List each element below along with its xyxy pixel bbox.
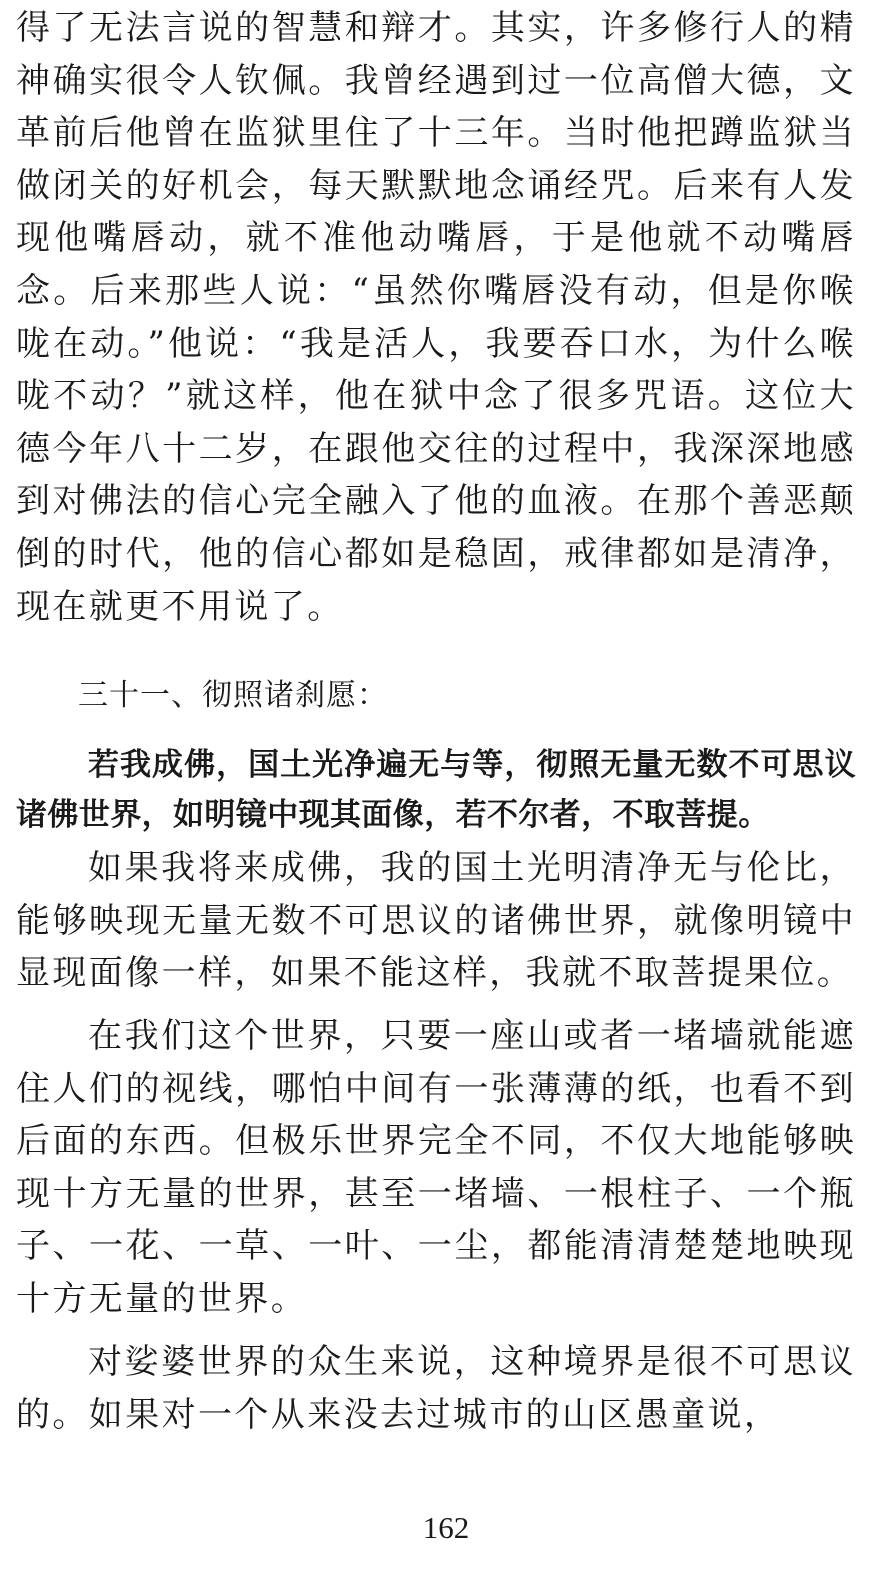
vow-text: 若我成佛，国土光净遍无与等，彻照无量无数不可思议诸佛世界，如明镜中现其面像，若不尔者，不取菩提。 — [16, 747, 856, 833]
paragraph-monk-story: 得了无法言说的智慧和辩才。其实，许多修行人的精神确实很令人钦佩。我曾经遇到过一位高僧大德，文革前后他曾在监狱里住了十三年。当时他把蹲监狱当做闭关的好机会，每天默默地念诵经咒。后来有人发现他嘴唇动，就不准他动嘴唇，于是他就不动嘴唇念。后来那些人说：“虽然你嘴唇没有动，但是你喉咙在动。”他说：“我是活人，我要吞口水，为什么喉咙不动？”就这样，他在狱中念了很多咒语。这位大德今年八十二岁，在跟他交往的过程中，我深深地感到对佛法的信心完全融入了他的血液。在那个善恶颠倒的时代，他的信心都如是稳固，戒律都如是清净，现在就更不用说了。 — [16, 8, 856, 627]
paragraph-saha-world: 对娑婆世界的众生来说，这种境界是很不可思议的。如果对一个从来没去过城市的山区愚童说， — [16, 1342, 856, 1435]
page-number: 162 — [422, 1510, 470, 1545]
paragraph-pure-land-reflection: 在我们这个世界，只要一座山或者一堵墙就能遮住人们的视线，哪怕中间有一张薄薄的纸，也看不到后面的东西。但极乐世界完全不同，不仅大地能够映现十方无量的世界，甚至一堵墙、一根柱子、一个瓶子、一花、一草、一叶、一尘，都能清清楚楚地映现十方无量的世界。 — [16, 1016, 856, 1319]
section-heading: 三十一、彻照诸刹愿： — [78, 678, 388, 713]
paragraph-vow-explanation: 如果我将来成佛，我的国土光明清净无与伦比，能够映现无量无数不可思议的诸佛世界，就像明镜中显现面像一样，如果不能这样，我就不取菩提果位。 — [16, 848, 856, 994]
